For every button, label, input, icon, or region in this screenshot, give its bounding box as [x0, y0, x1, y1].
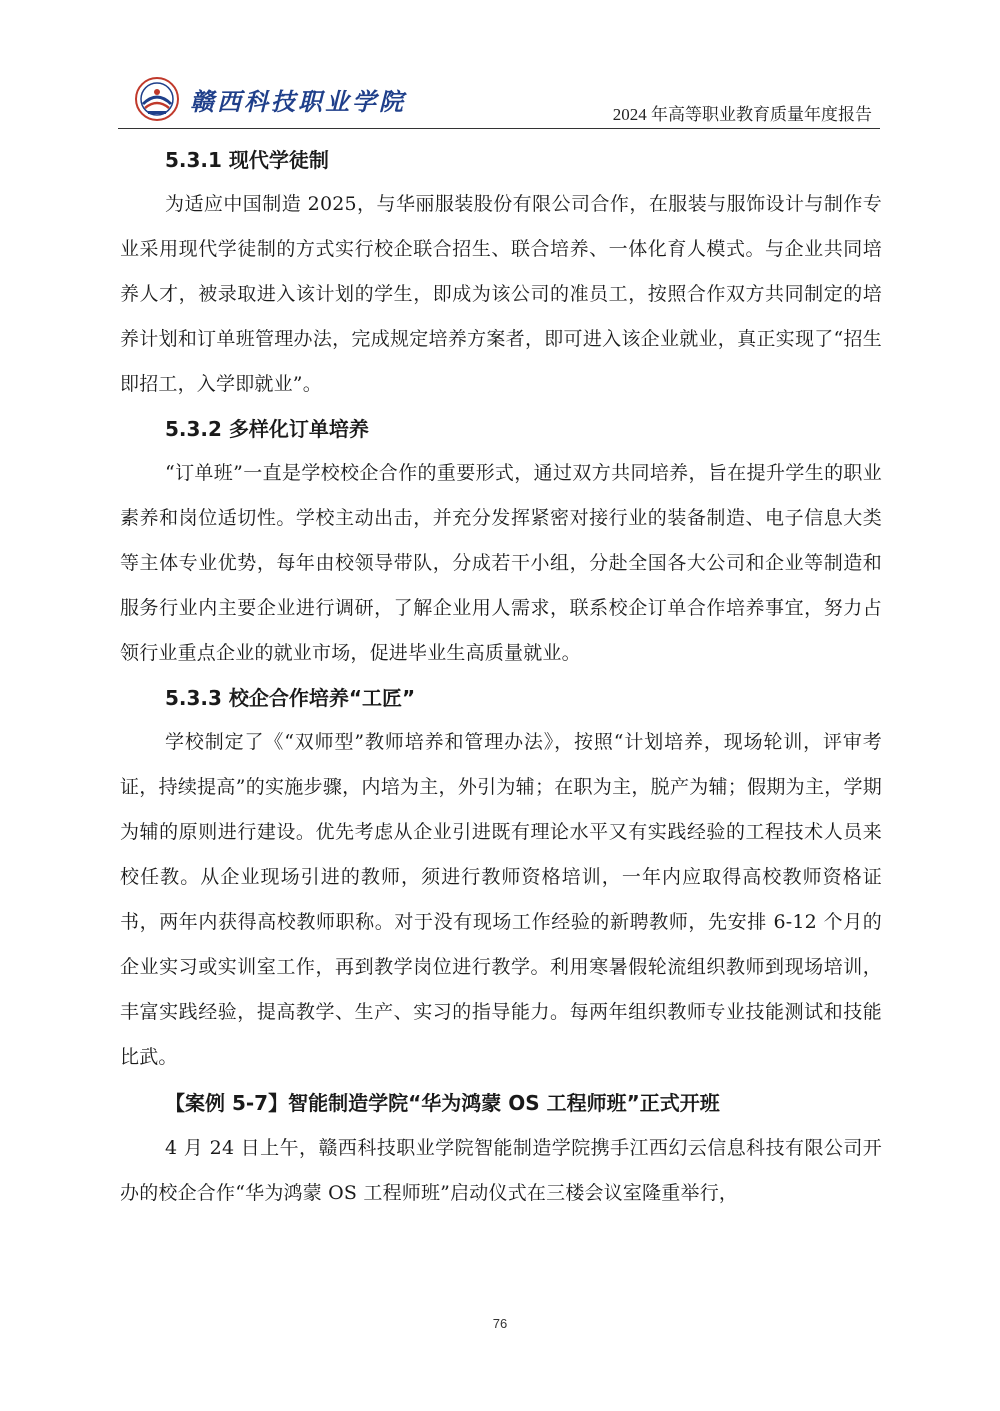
- school-name-logo: 赣西科技职业学院: [190, 87, 406, 116]
- report-title: 2024 年高等职业教育质量年度报告: [612, 105, 872, 124]
- section-paragraph: 为适应中国制造 2025，与华丽服装股份有限公司合作，在服装与服饰设计与制作专业采用现代学徒制的方式实行校企联合招生、联合培养、一体化育人模式。与企业共同培养人才，被录取进入该计划的学生，即成为该公司的准员工，按照合作双方共同制定的培养计划和订单班管理办法，完成规定培养方案者，即可进入该企业就业，真正实现了“招生即招工，入学即就业”。: [120, 193, 882, 395]
- case-title: 【案例 5-7】智能制造学院“华为鸿蒙 OS 工程师班”正式开班: [165, 1091, 720, 1115]
- section-paragraph: 学校制定了《“双师型”教师培养和管理办法》，按照“计划培养，现场轮训，评审考证，持续提高”的实施步骤，内培为主，外引为辅；在职为主，脱产为辅；假期为主，学期为辅的原则进行建设。优先考虑从企业引进既有理论水平又有实践经验的工程技术人员来校任教。从企业现场引进的教师，须进行教师资格培训，一年内应取得高校教师资格证书，两年内获得高校教师职称。对于没有现场工作经验的新聘教师，先安排 6-12 个月的企业实习或实训室工作，再到教学岗位进行教学。利用寒暑假轮流组织教师到现场培训，丰富实践经验，提高教学、生产、实习的指导能力。每两年组织教师专业技能测试和技能比武。: [120, 731, 882, 1068]
- section-heading: 5.3.3 校企合作培养“工匠”: [165, 686, 416, 710]
- section-heading: 5.3.1 现代学徒制: [165, 148, 329, 172]
- school-emblem-icon: [134, 76, 180, 122]
- section-order-training: [120, 407, 882, 676]
- page-number: 76: [492, 1316, 508, 1331]
- case-paragraph: 4 月 24 日上午，赣西科技职业学院智能制造学院携手江西幻云信息科技有限公司开办的校企合作“华为鸿蒙 OS 工程师班”启动仪式在三楼会议室隆重举行，: [120, 1137, 882, 1204]
- section-craftsman-training: [120, 676, 882, 1080]
- page-content: [120, 138, 882, 1216]
- section-paragraph: “订单班”一直是学校校企合作的重要形式，通过双方共同培养，旨在提升学生的职业素养和岗位适切性。学校主动出击，并充分发挥紧密对接行业的装备制造、电子信息大类等主体专业优势，每年由校领导带队，分成若干小组，分赴全国各大公司和企业等制造和服务行业内主要企业进行调研，了解企业用人需求，联系校企订单合作培养事宜，努力占领行业重点企业的就业市场，促进毕业生高质量就业。: [120, 462, 882, 664]
- section-heading: 5.3.2 多样化订单培养: [165, 417, 369, 441]
- case-study: [120, 1080, 882, 1216]
- page-header: [118, 70, 880, 129]
- section-modern-apprenticeship: [120, 138, 882, 407]
